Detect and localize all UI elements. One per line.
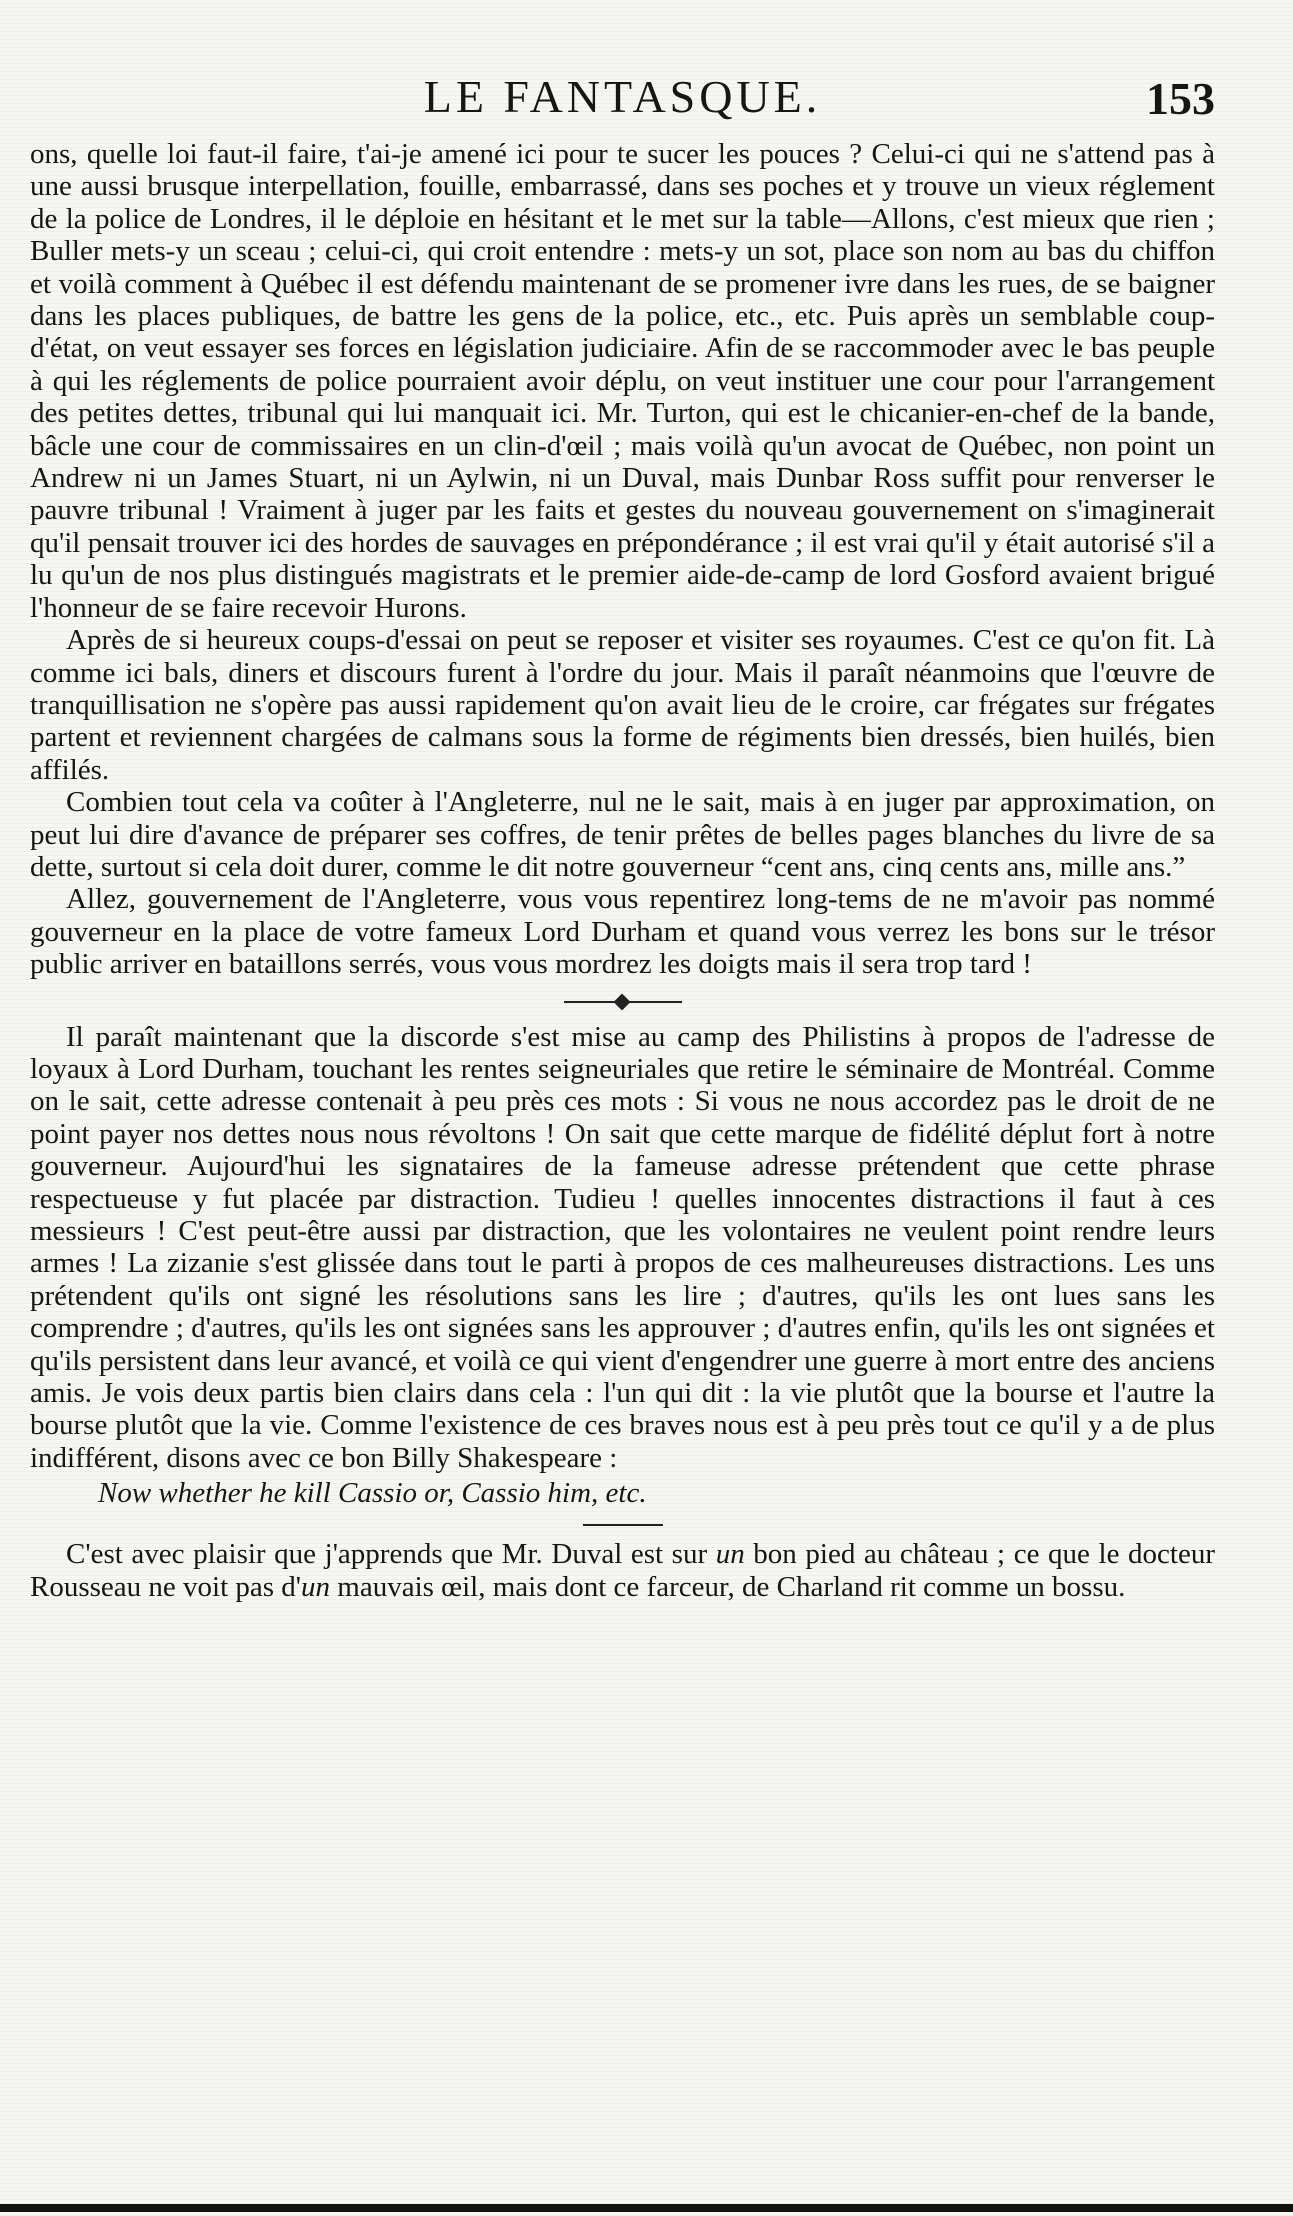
article1-paragraph-4: Allez, gouvernement de l'Angleterre, vous vous repentirez long-tems de ne m'avoir pas nommé gouverneur en la place de votre fameux Lord Durham et quand vous verrez les bons sur le trésor public arriver en bataillons serrés, vous vous mordrez les doigts mais il sera trop tard ! <box>30 883 1215 981</box>
article1-paragraph-3: Combien tout cela va coûter à l'Angleterre, nul ne le sait, mais à en juger par approximation, on peut lui dire d'avance de préparer ses coffres, de tenir prêtes de belles pages blanches du livre de sa dette, surtout si cela doit durer, comme le dit notre gouverneur “cent ans, cinq cents ans, mille ans.” <box>30 786 1215 883</box>
article2-paragraph-1: Il paraît maintenant que la discorde s'est mise au camp des Philistins à propos de l'adresse de loyaux à Lord Durham, touchant les rentes seigneuriales que retire le séminaire de Montréal. Comme on le sait, cette adresse contenait à peu près ces mots : Si vous ne nous accordez pas le droit de ne point payer nos dettes nous nous révoltons ! On sait que cette marque de fidélité déplut fort à notre gouverneur. Aujourd'hui les signataires de la fameuse adresse prétendent que cette phrase respectueuse y fut placée par distraction. Tudieu ! quelles innocentes distractions il faut à ces messieurs ! C'est peut-être aussi par distraction, que les volontaires ne veulent point rendre leurs armes ! La zizanie s'est glissée dans tout le parti à propos de ces malheureuses distractions. Les uns prétendent qu'ils ont signé les résolutions sans les lire ; d'autres, qu'ils les ont lues sans les comprendre ; d'autres, qu'ils les ont signées sans les approuver ; d'autres enfin, qu'ils les ont signées et qu'ils persistent dans leur avancé, et voilà ce qui vient d'engendrer une guerre à mort entre des anciens amis. Je vois deux partis bien clairs dans cela : l'un qui dit : la vie plutôt que la bourse et l'autre la bourse plutôt que la vie. Comme l'existence de ces braves nous est à peu près tout ce qu'il y a de plus indifférent, disons avec ce bon Billy Shakespeare : <box>30 1020 1215 1474</box>
section-ornament <box>564 991 682 1013</box>
article3-text-start: C'est avec plaisir que j'apprends que Mr. Duval est sur <box>66 1538 716 1571</box>
running-title: LE FANTASQUE. <box>423 71 822 122</box>
article1-paragraph-2: Après de si heureux coups-d'essai on peut se reposer et visiter ses royaumes. C'est ce qu'on fit. Là comme ici bals, diners et discours furent à l'ordre du jour. Mais il paraît néanmoins que l'œuvre de tranquillisation ne s'opère pas aussi rapidement qu'on avait lieu de le croire, car frégates sur frégates partent et reviennent chargées de calmans sous la forme de régiments bien dressés, bien huilés, bien affilés. <box>30 624 1215 786</box>
page-number: 153 <box>1146 73 1215 124</box>
ornament-diamond <box>613 993 630 1010</box>
section-separator <box>583 1524 663 1526</box>
article3-text-middle: bon pied au château ; ce que le docteur Rousseau ne voit pas d' <box>30 1538 1215 1603</box>
article1-paragraph-1: ons, quelle loi faut-il faire, t'ai-je amené ici pour te sucer les pouces ? Celui-ci qui ne s'attend pas à une aussi brusque interpellation, fouille, embarrassé, dans ses poches et y trouve un vieux réglement de la police de Londres, il le déploie en hésitant et le met sur la table—Allons, c'est mieux que rien ; Buller mets-y un sceau ; celui-ci, qui croit entendre : mets-y un sot, place son nom au bas du chiffon et voilà comment à Québec il est défendu maintenant de se promener ivre dans les rues, de se baigner dans les places publiques, de battre les gens de la police, etc., etc. Puis après un semblable coup-d'état, on veut essayer ses forces en législation judiciaire. Afin de se raccommoder avec le bas peuple à qui les réglements de police pourraient avoir déplu, on veut instituer une cour pour l'arrangement des petites dettes, tribunal qui lui manquait ici. Mr. Turton, qui est le chicanier-en-chef de la bande, bâcle une cour de commissaires en un clin-d'œil ; mais voilà qu'un avocat de Québec, non point un Andrew ni un James Stuart, ni un Aylwin, ni un Duval, mais Dunbar Ross suffit pour renverser le pauvre tribunal ! Vraiment à juger par les faits et gestes du nouveau gouvernement on s'imaginerait qu'il pensait trouver ici des hordes de sauvages en prépondérance ; il est vrai qu'il y était autorisé s'il a lu qu'un de nos plus distingués magistrats et le premier aide-de-camp de lord Gosford avaient brigué l'honneur de se faire recevoir Hurons. <box>30 138 1215 624</box>
article3-emphasis-1: un <box>715 1538 745 1571</box>
bottom-border <box>0 2204 1293 2212</box>
page-header <box>30 62 1215 140</box>
article-body <box>30 138 1215 1603</box>
article3-emphasis-2: un <box>301 1570 331 1603</box>
article3-paragraph-1 <box>30 1538 1215 1603</box>
article3-text-end: mauvais œil, mais dont ce farceur, de Charland rit comme un bossu. <box>330 1570 1126 1603</box>
shakespeare-quote: Now whether he kill Cassio or, Cassio him, etc. <box>98 1477 647 1510</box>
